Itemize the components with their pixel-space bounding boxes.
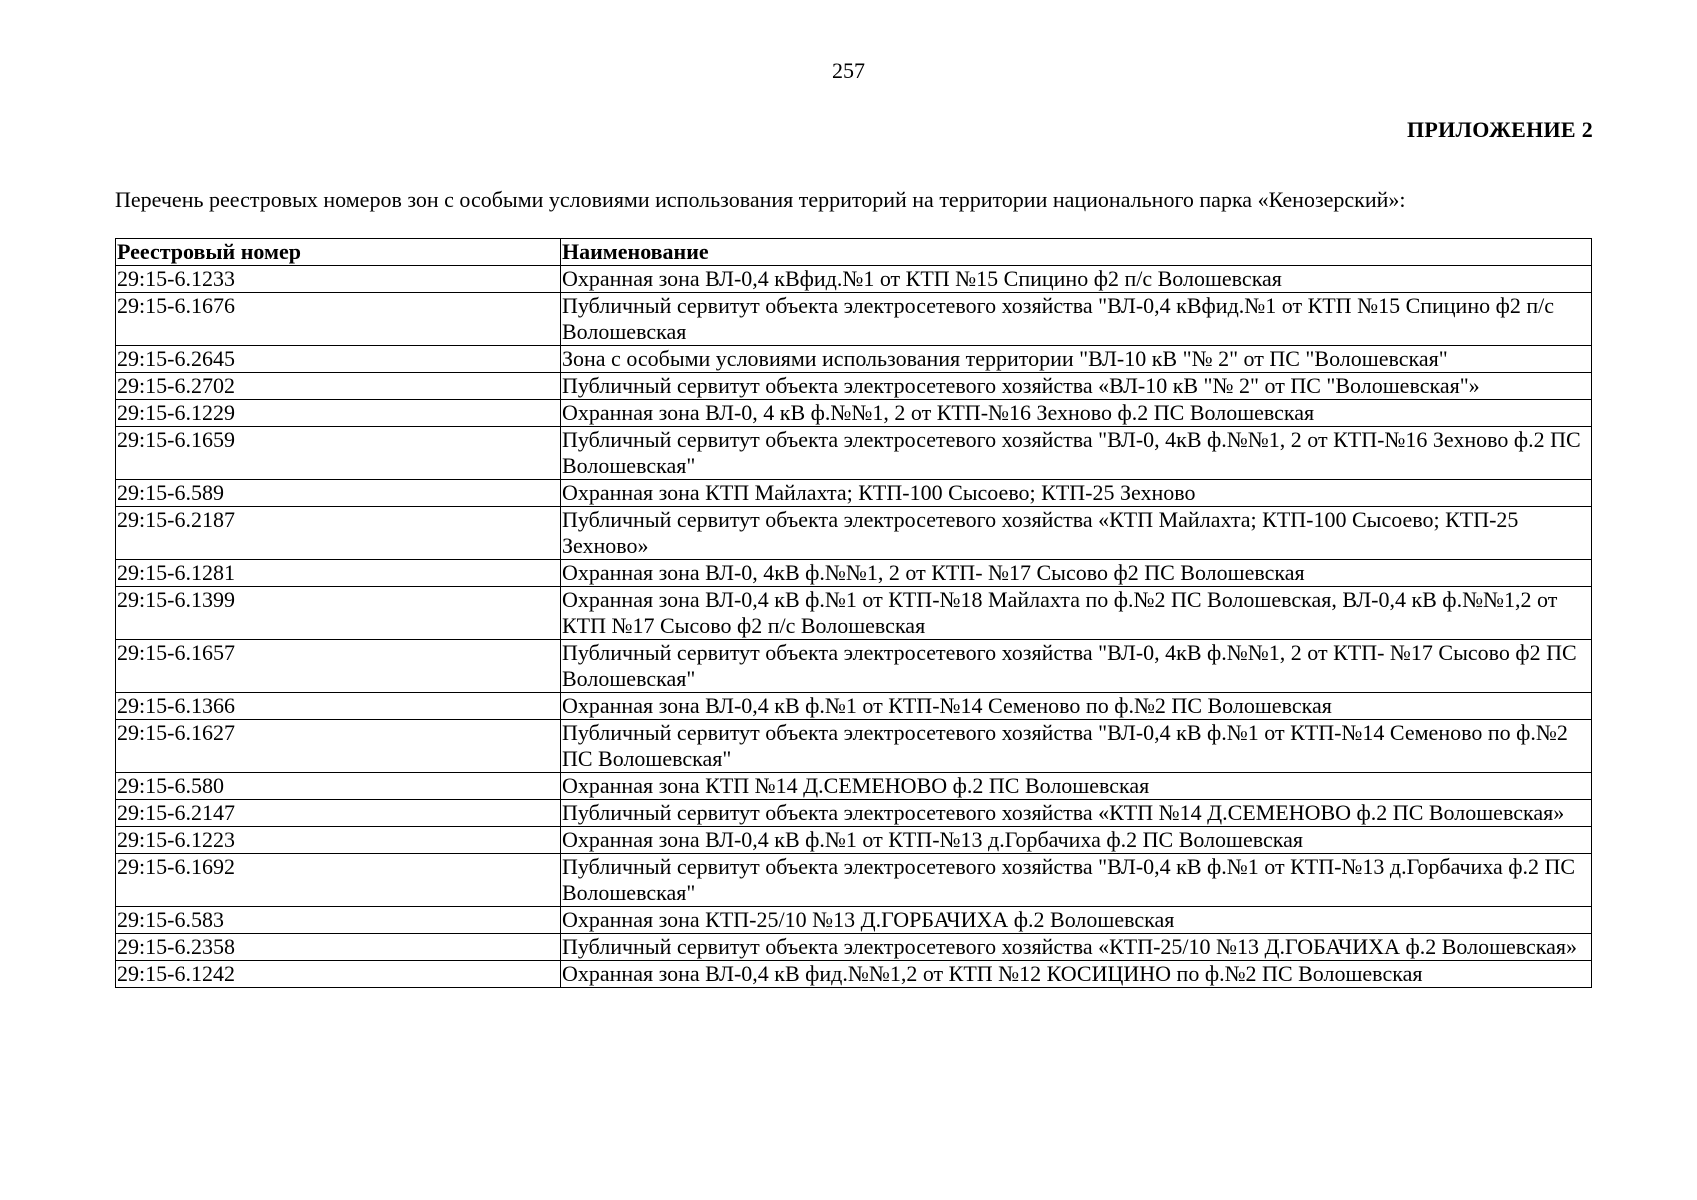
header-registry-number: Реестровый номер (116, 239, 561, 266)
registry-number-cell: 29:15-6.1657 (116, 640, 561, 693)
registry-number-cell: 29:15-6.1399 (116, 587, 561, 640)
registry-number-cell: 29:15-6.580 (116, 773, 561, 800)
table-row (116, 587, 1592, 640)
registry-number-cell: 29:15-6.1233 (116, 266, 561, 293)
registry-number-cell: 29:15-6.1281 (116, 560, 561, 587)
registry-number-cell: 29:15-6.1229 (116, 400, 561, 427)
table-row (116, 507, 1592, 560)
table-row (116, 827, 1592, 854)
name-cell: Охранная зона ВЛ-0, 4кВ ф.№№1, 2 от КТП- №17 Сысово ф2 ПС Волошевская (561, 560, 1592, 587)
name-cell: Публичный сервитут объекта электросетевого хозяйства "ВЛ-0, 4кВ ф.№№1, 2 от КТП- №17 Сысово ф2 ПС Волошевская" (561, 640, 1592, 693)
name-cell: Охранная зона ВЛ-0,4 кВ ф.№1 от КТП-№18 Майлахта по ф.№2 ПС Волошевская, ВЛ-0,4 кВ ф.№№1,2 от КТП №17 Сысово ф2 п/с Волошевская (561, 587, 1592, 640)
table-row (116, 427, 1592, 480)
table-row (116, 854, 1592, 907)
registry-number-cell: 29:15-6.1366 (116, 693, 561, 720)
table-row (116, 693, 1592, 720)
name-cell: Публичный сервитут объекта электросетевого хозяйства «КТП №14 Д.СЕМЕНОВО ф.2 ПС Волошевская» (561, 800, 1592, 827)
registry-number-cell: 29:15-6.589 (116, 480, 561, 507)
registry-number-cell: 29:15-6.1659 (116, 427, 561, 480)
name-cell: Публичный сервитут объекта электросетевого хозяйства «КТП Майлахта; КТП-100 Сысоево; КТП-25 Зехново» (561, 507, 1592, 560)
name-cell: Охранная зона ВЛ-0,4 кВ ф.№1 от КТП-№14 Семеново по ф.№2 ПС Волошевская (561, 693, 1592, 720)
registry-number-cell: 29:15-6.1676 (116, 293, 561, 346)
name-cell: Охранная зона ВЛ-0,4 кВфид.№1 от КТП №15 Спицино ф2 п/с Волошевская (561, 266, 1592, 293)
table-row (116, 400, 1592, 427)
name-cell: Публичный сервитут объекта электросетевого хозяйства «ВЛ-10 кВ "№ 2" от ПС "Волошевская"» (561, 373, 1592, 400)
table-header-row (116, 239, 1592, 266)
table-row (116, 907, 1592, 934)
page-number: 257 (832, 58, 865, 83)
intro-text: Перечень реестровых номеров зон с особыми условиями использования территорий на территории национального парка «Кенозерский»: (115, 187, 1406, 212)
name-cell: Охранная зона КТП №14 Д.СЕМЕНОВО ф.2 ПС Волошевская (561, 773, 1592, 800)
name-cell: Зона с особыми условиями использования территории "ВЛ-10 кВ "№ 2" от ПС "Волошевская" (561, 346, 1592, 373)
registry-number-cell: 29:15-6.1242 (116, 961, 561, 988)
name-cell: Охранная зона ВЛ-0, 4 кВ ф.№№1, 2 от КТП-№16 Зехново ф.2 ПС Волошевская (561, 400, 1592, 427)
registry-table (115, 238, 1592, 988)
registry-number-cell: 29:15-6.2645 (116, 346, 561, 373)
name-cell: Публичный сервитут объекта электросетевого хозяйства "ВЛ-0, 4кВ ф.№№1, 2 от КТП-№16 Зехново ф.2 ПС Волошевская" (561, 427, 1592, 480)
table-row (116, 480, 1592, 507)
registry-number-cell: 29:15-6.583 (116, 907, 561, 934)
table-row (116, 373, 1592, 400)
registry-number-cell: 29:15-6.2187 (116, 507, 561, 560)
name-cell: Охранная зона ВЛ-0,4 кВ ф.№1 от КТП-№13 д.Горбачиха ф.2 ПС Волошевская (561, 827, 1592, 854)
table-row (116, 560, 1592, 587)
name-cell: Публичный сервитут объекта электросетевого хозяйства "ВЛ-0,4 кВ ф.№1 от КТП-№14 Семеново по ф.№2 ПС Волошевская" (561, 720, 1592, 773)
name-cell: Публичный сервитут объекта электросетевого хозяйства «КТП-25/10 №13 Д.ГОБАЧИХА ф.2 Волошевская» (561, 934, 1592, 961)
name-cell: Охранная зона КТП-25/10 №13 Д.ГОРБАЧИХА ф.2 Волошевская (561, 907, 1592, 934)
table-row (116, 800, 1592, 827)
table-row (116, 720, 1592, 773)
header-name: Наименование (561, 239, 1592, 266)
table-row (116, 346, 1592, 373)
registry-number-cell: 29:15-6.2702 (116, 373, 561, 400)
table-row (116, 934, 1592, 961)
table-row (116, 293, 1592, 346)
appendix-title: ПРИЛОЖЕНИЕ 2 (1406, 117, 1593, 142)
name-cell: Охранная зона ВЛ-0,4 кВ фид.№№1,2 от КТП №12 КОСИЦИНО по ф.№2 ПС Волошевская (561, 961, 1592, 988)
name-cell: Публичный сервитут объекта электросетевого хозяйства "ВЛ-0,4 кВ ф.№1 от КТП-№13 д.Горбачиха ф.2 ПС Волошевская" (561, 854, 1592, 907)
table-row (116, 961, 1592, 988)
registry-number-cell: 29:15-6.1627 (116, 720, 561, 773)
table-row (116, 773, 1592, 800)
name-cell: Охранная зона КТП Майлахта; КТП-100 Сысоево; КТП-25 Зехново (561, 480, 1592, 507)
table-row (116, 640, 1592, 693)
registry-number-cell: 29:15-6.1223 (116, 827, 561, 854)
registry-number-cell: 29:15-6.2358 (116, 934, 561, 961)
table-row (116, 266, 1592, 293)
registry-number-cell: 29:15-6.1692 (116, 854, 561, 907)
name-cell: Публичный сервитут объекта электросетевого хозяйства "ВЛ-0,4 кВфид.№1 от КТП №15 Спицино ф2 п/с Волошевская (561, 293, 1592, 346)
registry-number-cell: 29:15-6.2147 (116, 800, 561, 827)
